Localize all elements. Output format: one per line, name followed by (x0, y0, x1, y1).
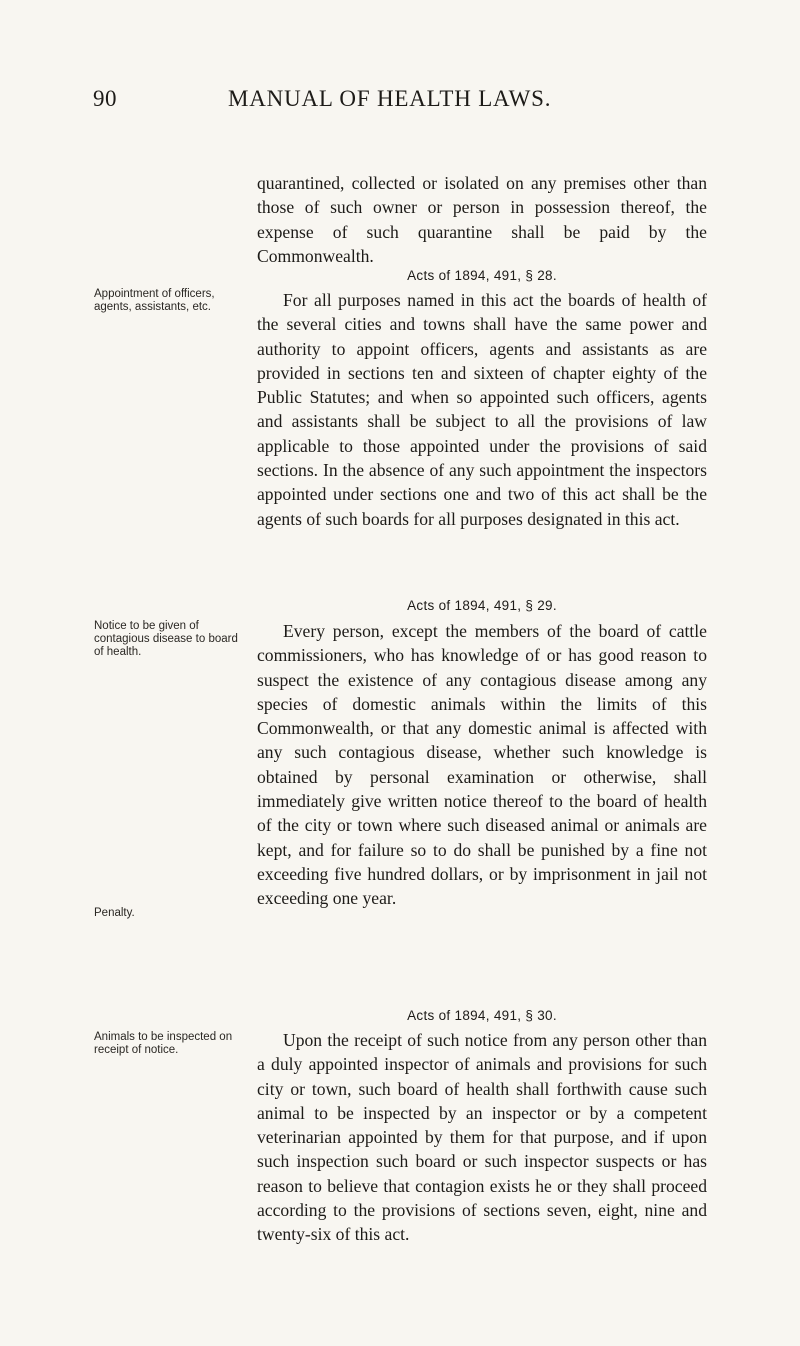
section-30-paragraph: Upon the receipt of such notice from any person other than a duly appointed inspector of animals and provisions for such city or town, such board of health shall forthwith cause such animal to be inspected by an inspector or by a competent veterinarian appointed by them for that purpose, and if upon such inspection such board or such inspector suspects or has reason to believe that contagion exists he or they shall proceed according to the provisions of sections seven, eight, nine and twenty-six of this act. (257, 1030, 707, 1245)
continuation-paragraph: quarantined, collected or isolated on any premises other than those of such owner or person in possession thereof, the expense of such quarantine shall be paid by the Commonwealth. (257, 173, 707, 266)
margin-note-notice: Notice to be given of contagious disease to board of health. (94, 620, 238, 658)
section-28-paragraph: For all purposes named in this act the boards of health of the several cities and towns shall have the same power and authority to appoint officers, agents and assistants as are provided in sections ten and sixteen of chapter eighty of the Public Statutes; and when so appointed such officers, agents and assistants shall be subject to all the provisions of law applicable to those appointed under the provisions of said sections. In the absence of any such appointment the inspectors appointed under sections one and two of this act shall be the agents of such boards for all purposes designated in this act. (257, 290, 707, 529)
margin-note-penalty: Penalty. (94, 907, 135, 919)
act-citation-30: Acts of 1894, 491, § 30. (407, 1008, 557, 1023)
running-title: MANUAL OF HEALTH LAWS. (228, 86, 552, 111)
margin-note-appointment: Appointment of officers, agents, assistants, etc. (94, 288, 215, 313)
section-29-paragraph: Every person, except the members of the board of cattle commissioners, who has knowledge of or has good reason to suspect the existence of any contagious disease among any species of domestic animals within the limits of this Commonwealth, or that any domestic animal is affected with any such contagious disease, whether such knowledge is obtained by personal examination or otherwise, shall immediately give written notice thereof to the board of health of the city or town where such diseased animal or animals are kept, and for failure so to do shall be punished by a fine not exceeding five hundred dollars, or by imprisonment in jail not exceeding one year. (257, 621, 707, 909)
running-head (0, 86, 800, 116)
act-citation-28: Acts of 1894, 491, § 28. (407, 268, 557, 283)
margin-note-animals: Animals to be inspected on receipt of notice. (94, 1031, 233, 1056)
page-number: 90 (93, 86, 117, 111)
act-citation-29: Acts of 1894, 491, § 29. (407, 598, 557, 613)
